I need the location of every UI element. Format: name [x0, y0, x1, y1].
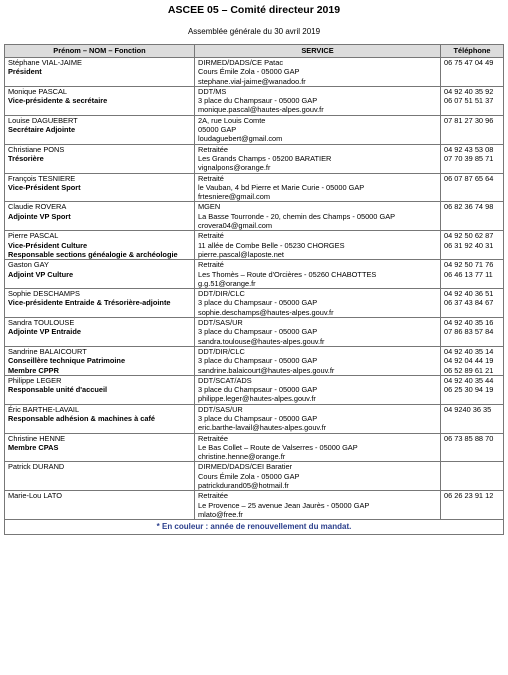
table-row: [5, 491, 504, 520]
member-identity-cell: [5, 58, 195, 87]
member-identity-cell: [5, 115, 195, 144]
table-row: [5, 144, 504, 173]
service-line: 3 place du Champsaur - 05000 GAP: [198, 356, 318, 366]
phone-number[interactable]: 04 92 50 71 76: [444, 260, 494, 270]
member-service-cell: [195, 115, 441, 144]
member-role: Responsable sections généalogie & archéologie: [8, 249, 178, 259]
member-email[interactable]: sandra.toulouse@hautes-alpes.gouv.fr: [198, 336, 325, 346]
member-role: Adjoint VP Culture: [8, 269, 74, 279]
member-phone-cell: [441, 404, 504, 433]
member-identity-cell: [5, 462, 195, 491]
member-service-cell: [195, 231, 441, 260]
table-row: [5, 260, 504, 289]
member-identity-cell: [5, 86, 195, 115]
member-name: Claudie ROVERA: [8, 202, 67, 212]
member-email[interactable]: eric.barthe-lavail@hautes-alpes.gouv.fr: [198, 423, 327, 433]
member-name: Sophie DESCHAMPS: [8, 289, 80, 299]
service-line: DIRMED/DADS/CEI Baratier: [198, 462, 293, 472]
member-phone-cell: [441, 289, 504, 318]
member-email[interactable]: patrickdurand05@hotmail.fr: [198, 481, 289, 491]
table-row: [5, 58, 504, 87]
member-phone-cell: [441, 231, 504, 260]
member-role: Adjointe VP Entraide: [8, 327, 81, 337]
service-line: Le Bas Collet – Route de Valserres - 05000 GAP: [198, 442, 358, 452]
phone-number[interactable]: 04 92 40 35 14: [444, 346, 494, 356]
service-line: DDT/DIR/CLC: [198, 346, 245, 356]
member-phone-cell: [441, 260, 504, 289]
member-name: Monique PASCAL: [8, 86, 68, 96]
member-role: Membre CPAS: [8, 442, 59, 452]
member-role: Conseillère technique Patrimoine: [8, 356, 126, 366]
service-line: DDT/MS: [198, 86, 227, 96]
member-name: Gaston GAY: [8, 260, 49, 270]
table-row: [5, 202, 504, 231]
member-phone-cell: [441, 462, 504, 491]
phone-number[interactable]: 04 92 40 36 51: [444, 289, 494, 299]
member-name: Pierre PASCAL: [8, 231, 59, 241]
service-line: Les Grands Champs - 05200 BARATIER: [198, 153, 332, 163]
document-subtitle: Assemblée générale du 30 avril 2019: [187, 27, 321, 36]
service-line: 3 place du Champsaur - 05000 GAP: [198, 96, 318, 106]
member-name: Christine HENNE: [8, 433, 66, 443]
member-identity-cell: [5, 231, 195, 260]
table-row: [5, 318, 504, 347]
member-email[interactable]: sophie.deschamps@hautes-alpes.gouv.fr: [198, 307, 334, 317]
service-line: DIRMED/DADS/CE Patac: [198, 58, 284, 67]
document-title: ASCEE 05 – Comité directeur 2019: [167, 4, 341, 16]
footer-note: * En couleur : année de renouvellement du mandat.: [5, 520, 504, 535]
service-line: Cours Émile Zola - 05000 GAP: [198, 67, 300, 77]
table-row: [5, 346, 504, 375]
member-identity-cell: [5, 289, 195, 318]
member-email[interactable]: crovera04@gmail.com: [198, 221, 273, 231]
service-line: Le Provence – 25 avenue Jean Jaurès - 05000 GAP: [198, 500, 370, 510]
member-role: Vice-Président Sport: [8, 182, 81, 192]
member-name: Louise DAGUEBERT: [8, 115, 78, 125]
service-line: Retraité: [198, 260, 224, 270]
member-name: Marie-Lou LATO: [8, 491, 62, 501]
table-row: [5, 433, 504, 462]
phone-number[interactable]: 06 75 47 04 49: [444, 58, 494, 67]
member-role: Vice-Président Culture: [8, 240, 88, 250]
member-identity-cell: [5, 346, 195, 375]
member-email[interactable]: mlato@free.fr: [198, 509, 243, 519]
member-service-cell: [195, 318, 441, 347]
table-row: [5, 115, 504, 144]
member-email[interactable]: pierre.pascal@laposte.net: [198, 249, 284, 259]
member-phone-cell: [441, 58, 504, 87]
phone-number[interactable]: 07 86 83 57 84: [444, 327, 494, 337]
service-line: Retraitée: [198, 433, 228, 443]
phone-number[interactable]: 07 70 39 85 71: [444, 153, 494, 163]
phone-number[interactable]: 06 73 85 88 70: [444, 433, 494, 443]
member-name: Sandra TOULOUSE: [8, 318, 75, 328]
service-line: Retraité: [198, 173, 224, 183]
member-phone-cell: [441, 115, 504, 144]
phone-number[interactable]: 04 92 43 53 08: [444, 144, 494, 154]
table-header-row: [5, 45, 504, 58]
member-email[interactable]: vignalpons@orange.fr: [198, 163, 271, 173]
member-service-cell: [195, 433, 441, 462]
phone-number[interactable]: 04 92 40 35 44: [444, 375, 494, 385]
member-service-cell: [195, 86, 441, 115]
phone-number[interactable]: 04 92 50 62 87: [444, 231, 494, 241]
member-identity-cell: [5, 144, 195, 173]
member-phone-cell: [441, 144, 504, 173]
member-identity-cell: [5, 404, 195, 433]
service-line: 3 place du Champsaur - 05000 GAP: [198, 413, 318, 423]
service-line: 11 allée de Combe Belle - 05230 CHORGES: [198, 240, 345, 250]
member-email[interactable]: philippe.leger@hautes-alpes.gouv.fr: [198, 394, 316, 404]
committee-table: [4, 44, 504, 535]
member-phone-cell: [441, 375, 504, 404]
service-line: DDT/SAS/UR: [198, 318, 243, 328]
member-role: Vice-présidente Entraide & Trésorière-adjointe: [8, 298, 171, 308]
phone-number[interactable]: 07 81 27 30 96: [444, 115, 494, 125]
service-line: 2A, rue Louis Comte: [198, 115, 266, 125]
member-identity-cell: [5, 433, 195, 462]
member-identity-cell: [5, 375, 195, 404]
member-service-cell: [195, 346, 441, 375]
phone-number[interactable]: 06 07 51 51 37: [444, 96, 494, 106]
member-service-cell: [195, 173, 441, 202]
phone-number[interactable]: 06 25 30 94 19: [444, 385, 494, 395]
member-email[interactable]: christine.henne@orange.fr: [198, 452, 286, 462]
member-service-cell: [195, 58, 441, 87]
member-service-cell: [195, 202, 441, 231]
member-email[interactable]: stephane.vial-jaime@wanadoo.fr: [198, 76, 306, 86]
phone-number[interactable]: 06 07 87 65 64: [444, 173, 494, 183]
member-name: Éric BARTHE-LAVAIL: [8, 404, 80, 414]
table-row: [5, 375, 504, 404]
service-line: DDT/SAS/UR: [198, 404, 243, 414]
service-line: La Basse Tourronde - 20, chemin des Champs - 05000 GAP: [198, 211, 396, 221]
member-service-cell: [195, 375, 441, 404]
phone-number[interactable]: 06 37 43 84 67: [444, 298, 494, 308]
member-name: François TESNIERE: [8, 173, 76, 183]
member-identity-cell: [5, 173, 195, 202]
member-name: Sandrine BALAICOURT: [8, 346, 87, 356]
service-line: Cours Émile Zola - 05000 GAP: [198, 471, 300, 481]
service-line: Les Thomès – Route d'Orcières - 05260 CHABOTTES: [198, 269, 377, 279]
phone-number[interactable]: 04 92 40 35 92: [444, 86, 494, 96]
member-email[interactable]: frtesniere@gmail.com: [198, 192, 270, 202]
table-row: [5, 86, 504, 115]
service-line: 05000 GAP: [198, 125, 237, 135]
service-line: Retraité: [198, 231, 224, 241]
member-phone-cell: [441, 86, 504, 115]
member-role: Adjointe VP Sport: [8, 211, 71, 221]
phone-number[interactable]: 04 92 40 35 16: [444, 318, 494, 328]
member-role: Vice-présidente & secrétaire: [8, 96, 108, 106]
service-line: 3 place du Champsaur - 05000 GAP: [198, 298, 318, 308]
service-line: Retraitée: [198, 491, 228, 501]
member-role: Responsable unité d'accueil: [8, 385, 108, 395]
member-role: Membre CPPR: [8, 365, 59, 375]
member-email[interactable]: monique.pascal@hautes-alpes.gouv.fr: [198, 105, 324, 115]
member-email[interactable]: g.g.51@orange.fr: [198, 278, 256, 288]
member-role: Trésorière: [8, 153, 44, 163]
member-service-cell: [195, 404, 441, 433]
member-role: Secrétaire Adjointe: [8, 125, 76, 135]
member-identity-cell: [5, 318, 195, 347]
table-row: [5, 231, 504, 260]
table-row: [5, 462, 504, 491]
service-line: 3 place du Champsaur - 05000 GAP: [198, 327, 318, 337]
member-email[interactable]: loudaguebert@gmail.com: [198, 134, 283, 144]
phone-number[interactable]: 06 52 89 61 21: [444, 365, 494, 375]
member-phone-cell: [441, 491, 504, 520]
member-identity-cell: [5, 491, 195, 520]
phone-number[interactable]: 06 31 92 40 31: [444, 240, 494, 250]
phone-number[interactable]: 06 82 36 74 98: [444, 202, 494, 212]
member-service-cell: [195, 144, 441, 173]
service-line: le Vauban, 4 bd Pierre et Marie Curie - 05000 GAP: [198, 182, 365, 192]
header-phone: Téléphone: [441, 45, 504, 58]
member-service-cell: [195, 260, 441, 289]
member-phone-cell: [441, 318, 504, 347]
member-identity-cell: [5, 202, 195, 231]
member-phone-cell: [441, 173, 504, 202]
table-row: [5, 289, 504, 318]
member-role: Président: [8, 67, 42, 77]
footer-row: [5, 520, 504, 535]
member-name: Patrick DURAND: [8, 462, 65, 472]
service-line: Retraitée: [198, 144, 228, 154]
service-line: DDT/SCAT/ADS: [198, 375, 252, 385]
member-email[interactable]: sandrine.balaicourt@hautes-alpes.gouv.fr: [198, 365, 335, 375]
service-line: DDT/DIR/CLC: [198, 289, 245, 299]
member-phone-cell: [441, 346, 504, 375]
phone-number[interactable]: 04 9240 36 35: [444, 404, 492, 414]
service-line: 3 place du Champsaur - 05000 GAP: [198, 385, 318, 395]
service-line: MGEN: [198, 202, 221, 212]
member-service-cell: [195, 462, 441, 491]
table-row: [5, 173, 504, 202]
member-name: Stéphane VIAL-JAIME: [8, 58, 82, 67]
table-row: [5, 404, 504, 433]
member-phone-cell: [441, 433, 504, 462]
member-identity-cell: [5, 260, 195, 289]
phone-number[interactable]: 06 26 23 91 12: [444, 491, 494, 501]
header-service: SERVICE: [195, 45, 441, 58]
member-service-cell: [195, 289, 441, 318]
member-name: Philippe LEGER: [8, 375, 62, 385]
phone-number[interactable]: 04 92 04 44 19: [444, 356, 494, 366]
member-phone-cell: [441, 202, 504, 231]
member-role: Responsable adhésion & machines à café: [8, 413, 156, 423]
header-name: Prénom – NOM – Fonction: [5, 45, 195, 58]
phone-number[interactable]: 06 46 13 77 11: [444, 269, 493, 279]
member-name: Christiane PONS: [8, 144, 65, 154]
member-service-cell: [195, 491, 441, 520]
